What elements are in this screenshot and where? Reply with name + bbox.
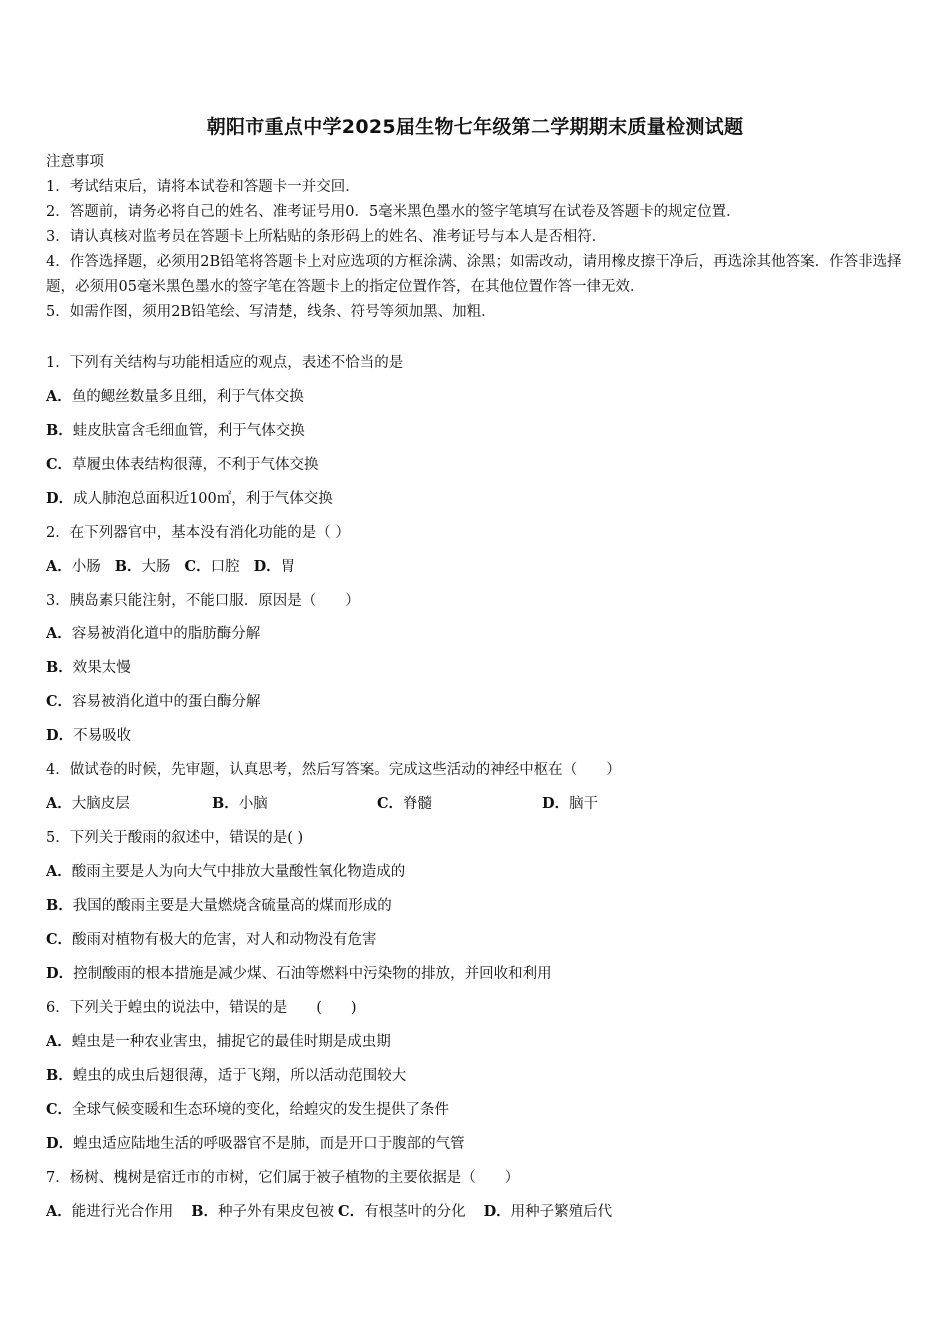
option-letter: A． xyxy=(46,1033,72,1050)
question-6-option-b xyxy=(46,1064,406,1085)
option-text: 我国的酸雨主要是大量燃烧含硫量高的煤而形成的 xyxy=(72,898,392,914)
question-2-options xyxy=(46,555,295,576)
option-letter: C． xyxy=(46,931,73,948)
question-4-option-b xyxy=(212,792,268,813)
question-5-stem: 5．下列关于酸雨的叙述中，错误的是( ) xyxy=(46,830,304,846)
question-6-stem: 6．下列关于蝗虫的说法中，错误的是 ( ) xyxy=(46,1000,357,1016)
question-4-option-a xyxy=(46,792,130,813)
option-text: 蛙皮肤富含毛细血管，利于气体交换 xyxy=(72,423,305,439)
question-6-option-a xyxy=(46,1030,391,1051)
option-letter: B． xyxy=(46,1067,73,1084)
option-letter: C． xyxy=(46,693,73,710)
option-text: 大脑皮层 xyxy=(71,796,130,812)
question-1-stem: 1．下列有关结构与功能相适应的观点，表述不恰当的是 xyxy=(46,355,404,371)
option-text: 胃 xyxy=(280,559,296,575)
option-letter: C． xyxy=(338,1203,365,1220)
option-text: 容易被消化道中的脂肪酶分解 xyxy=(71,626,261,642)
question-5-option-d xyxy=(46,962,552,983)
option-letter: A． xyxy=(46,388,72,405)
option-text: 蝗虫适应陆地生活的呼吸器官不是肺，而是开口于腹部的气管 xyxy=(73,1136,465,1152)
option-letter: D． xyxy=(46,1135,74,1152)
option-text: 酸雨对植物有极大的危害，对人和动物没有危害 xyxy=(72,932,377,948)
option-letter: D． xyxy=(46,490,74,507)
option-letter: B． xyxy=(46,659,73,676)
option-text: 不易吸收 xyxy=(73,728,132,744)
question-2-stem: 2．在下列器官中，基本没有消化功能的是（ ） xyxy=(46,525,350,541)
option-text: 蝗虫是一种农业害虫，捕捉它的最佳时期是成虫期 xyxy=(71,1034,391,1050)
option-text: 效果太慢 xyxy=(72,660,131,676)
notes-section xyxy=(46,150,906,325)
option-letter: A． xyxy=(46,1203,72,1220)
option-letter: A． xyxy=(46,795,72,812)
notes-heading: 注意事项 xyxy=(46,154,104,170)
option-letter: D． xyxy=(542,795,570,812)
option-letter: D． xyxy=(483,1203,511,1220)
option-letter: A． xyxy=(46,558,72,575)
note-item: 1．考试结束后，请将本试卷和答题卡一并交回． xyxy=(46,179,360,195)
note-item: 5．如需作图，须用2B铅笔绘、写清楚，线条、符号等须加黑、加粗． xyxy=(46,304,496,320)
option-text: 脑干 xyxy=(569,796,599,812)
question-3-option-a xyxy=(46,622,260,643)
question-7-options xyxy=(46,1200,612,1221)
option-text: 鱼的鳃丝数量多且细，利于气体交换 xyxy=(71,389,304,405)
option-letter: C． xyxy=(46,1101,73,1118)
option-letter: C． xyxy=(184,558,211,575)
question-1-option-a xyxy=(46,385,304,406)
option-text: 能进行光合作用 xyxy=(71,1204,174,1220)
option-text: 小脑 xyxy=(238,796,268,812)
option-text: 蝗虫的成虫后翅很薄，适于飞翔，所以活动范围较大 xyxy=(72,1068,407,1084)
option-text: 有根茎叶的分化 xyxy=(364,1204,466,1220)
question-5-option-c xyxy=(46,928,377,949)
option-text: 成人肺泡总面积近100㎡，利于气体交换 xyxy=(73,491,333,507)
option-text: 草履虫体表结构很薄，不利于气体交换 xyxy=(72,457,319,473)
exam-title: 朝阳市重点中学2025届生物七年级第二学期期末质量检测试题 xyxy=(206,116,744,138)
option-text: 酸雨主要是人为向大气中排放大量酸性氧化物造成的 xyxy=(71,864,406,880)
question-4-option-c xyxy=(377,792,432,813)
option-text: 控制酸雨的根本措施是减少煤、石油等燃料中污染物的排放，并回收和利用 xyxy=(73,966,552,982)
question-5-option-b xyxy=(46,894,392,915)
option-letter: B． xyxy=(46,422,73,439)
option-letter: D． xyxy=(46,727,74,744)
option-text: 口腔 xyxy=(210,559,240,575)
option-text: 脊髓 xyxy=(403,796,433,812)
question-1-option-c xyxy=(46,453,319,474)
note-item: 4．作答选择题，必须用2B铅笔将答题卡上对应选项的方框涂满、涂黑；如需改动，请用橡皮擦干净后，再选涂其他答案．作答非选择题，必须用05毫米黑色墨水的签字笔在答题卡上的指定位置作答，在其他位置作答一律无效． xyxy=(46,254,902,295)
option-letter: B． xyxy=(46,897,73,914)
option-letter: B． xyxy=(212,795,239,812)
question-4-stem: 4．做试卷的时候，先审题，认真思考，然后写答案。完成这些活动的神经中枢在（ ） xyxy=(46,762,621,778)
option-text: 用种子繁殖后代 xyxy=(510,1204,613,1220)
option-text: 大肠 xyxy=(141,559,171,575)
option-text: 小肠 xyxy=(71,559,101,575)
option-letter: C． xyxy=(377,795,404,812)
question-3-option-b xyxy=(46,656,131,677)
question-5-option-a xyxy=(46,860,405,881)
question-6-option-d xyxy=(46,1132,465,1153)
option-letter: D． xyxy=(46,965,74,982)
question-1-option-b xyxy=(46,419,305,440)
question-3-option-c xyxy=(46,690,261,711)
option-letter: C． xyxy=(46,456,73,473)
question-1-option-d xyxy=(46,487,333,508)
option-letter: B． xyxy=(191,1203,219,1220)
option-letter: A． xyxy=(46,863,72,880)
question-7-stem: 7．杨树、槐树是宿迁市的市树，它们属于被子植物的主要依据是（ ） xyxy=(46,1170,520,1186)
option-letter: A． xyxy=(46,625,72,642)
note-item: 3．请认真核对监考员在答题卡上所粘贴的条形码上的姓名、准考证号与本人是否相符． xyxy=(46,229,607,245)
question-4-option-d xyxy=(542,792,598,813)
option-letter: D． xyxy=(253,558,281,575)
option-letter: B． xyxy=(114,558,142,575)
option-text: 容易被消化道中的蛋白酶分解 xyxy=(72,694,261,710)
note-item: 2．答题前，请务必将自己的姓名、准考证号用0．5毫米黑色墨水的签字笔填写在试卷及答题卡的规定位置． xyxy=(46,204,741,220)
question-3-option-d xyxy=(46,724,131,745)
option-text: 种子外有果皮包被 xyxy=(218,1204,335,1220)
question-3-stem: 3．胰岛素只能注射，不能口服．原因是（ ） xyxy=(46,593,360,609)
option-text: 全球气候变暖和生态环境的变化，给蝗灾的发生提供了条件 xyxy=(72,1102,450,1118)
question-6-option-c xyxy=(46,1098,449,1119)
